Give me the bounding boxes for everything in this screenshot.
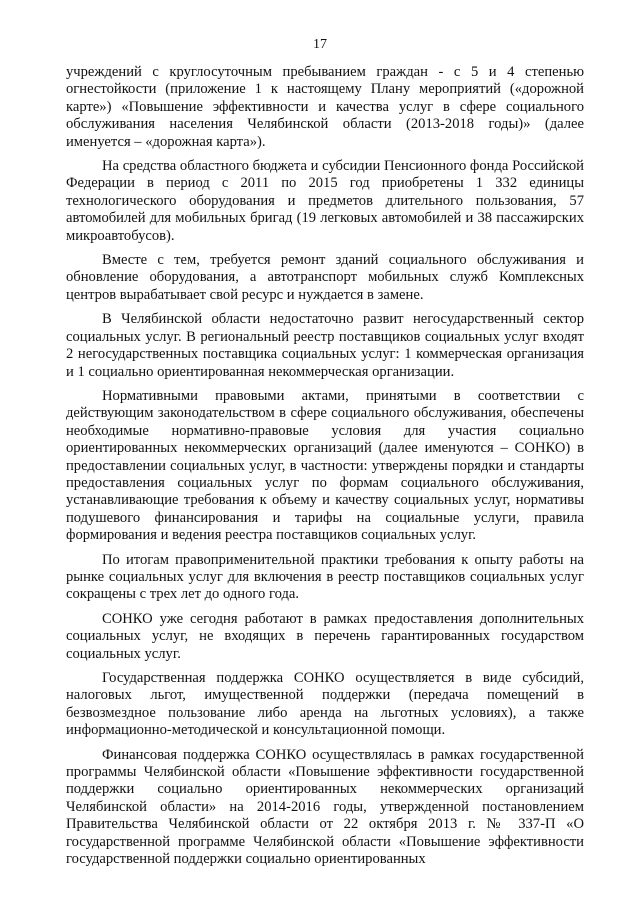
paragraph-8: Государственная поддержка СОНКО осуществляется в виде субсидий, налоговых льгот, имущественной поддержки (передача помещений в безвозмездное пользование либо аренда на льготных условиях), а также информационно-методической и консультационной помощи.: [66, 670, 584, 739]
paragraph-1: учреждений с круглосуточным пребыванием граждан - с 5 и 4 степенью огнестойкости (приложение 1 к настоящему Плану мероприятий («дорожной карте») «Повышение эффективности и качества услуг в сфере социального обслуживания населения Челябинской области (2013-2018 годы)» (далее именуется – «дорожная карта»).: [66, 64, 584, 150]
paragraph-3: Вместе с тем, требуется ремонт зданий социального обслуживания и обновление оборудования, а автотранспорт мобильных служб Комплексных центров вырабатывает свой ресурс и нуждается в замене.: [66, 252, 584, 303]
paragraph-4: В Челябинской области недостаточно развит негосударственный сектор социальных услуг. В региональный реестр поставщиков социальных услуг входят 2 негосударственных поставщика социальных услуг: 1 коммерческая организация и 1 социально ориентированная некоммерческая организации.: [66, 311, 584, 380]
paragraph-5: Нормативными правовыми актами, принятыми в соответствии с действующим законодательством в сфере социального обслуживания, обеспечены необходимые нормативно-правовые условия для участия социально ориентированных некоммерческих организаций (далее именуются – СОНКО) в предоставлении социальных услуг, в частности: утверждены порядки и стандарты предоставления социальных услуг по формам социального обслуживания, устанавливающие требования к объему и качеству социальных услуг, нормативы подушевого финансирования и тарифы на социальные услуги, правила формирования и ведения реестра поставщиков социальных услуг.: [66, 387, 584, 544]
paragraph-9: Финансовая поддержка СОНКО осуществлялась в рамках государственной программы Челябинской области «Повышение эффективности государственной поддержки социально ориентированных некоммерческих организаций Челябинской области» на 2014-2016 годы, утвержденной постановлением Правительства Челябинской области от 22 октября 2013 г. № 337-П «О государственной программе Челябинской области «Повышение эффективности государственной поддержки социально ориентированных: [66, 746, 584, 868]
paragraph-2: На средства областного бюджета и субсидии Пенсионного фонда Российской Федерации в период с 2011 по 2015 год приобретены 1 332 единицы технологического оборудования и предметов длительного пользования, 57 автомобилей для мобильных бригад (19 легковых автомобилей и 38 пассажирских микроавтобусов).: [66, 158, 584, 244]
paragraph-6: По итогам правоприменительной практики требования к опыту работы на рынке социальных услуг для включения в реестр поставщиков социальных услуг сокращены с трех лет до одного года.: [66, 551, 584, 603]
page-number: 17: [313, 37, 327, 52]
page-body: [66, 64, 584, 875]
paragraph-7: СОНКО уже сегодня работают в рамках предоставления дополнительных социальных услуг, не входящих в перечень гарантированных государством социальных услуг.: [66, 610, 584, 662]
